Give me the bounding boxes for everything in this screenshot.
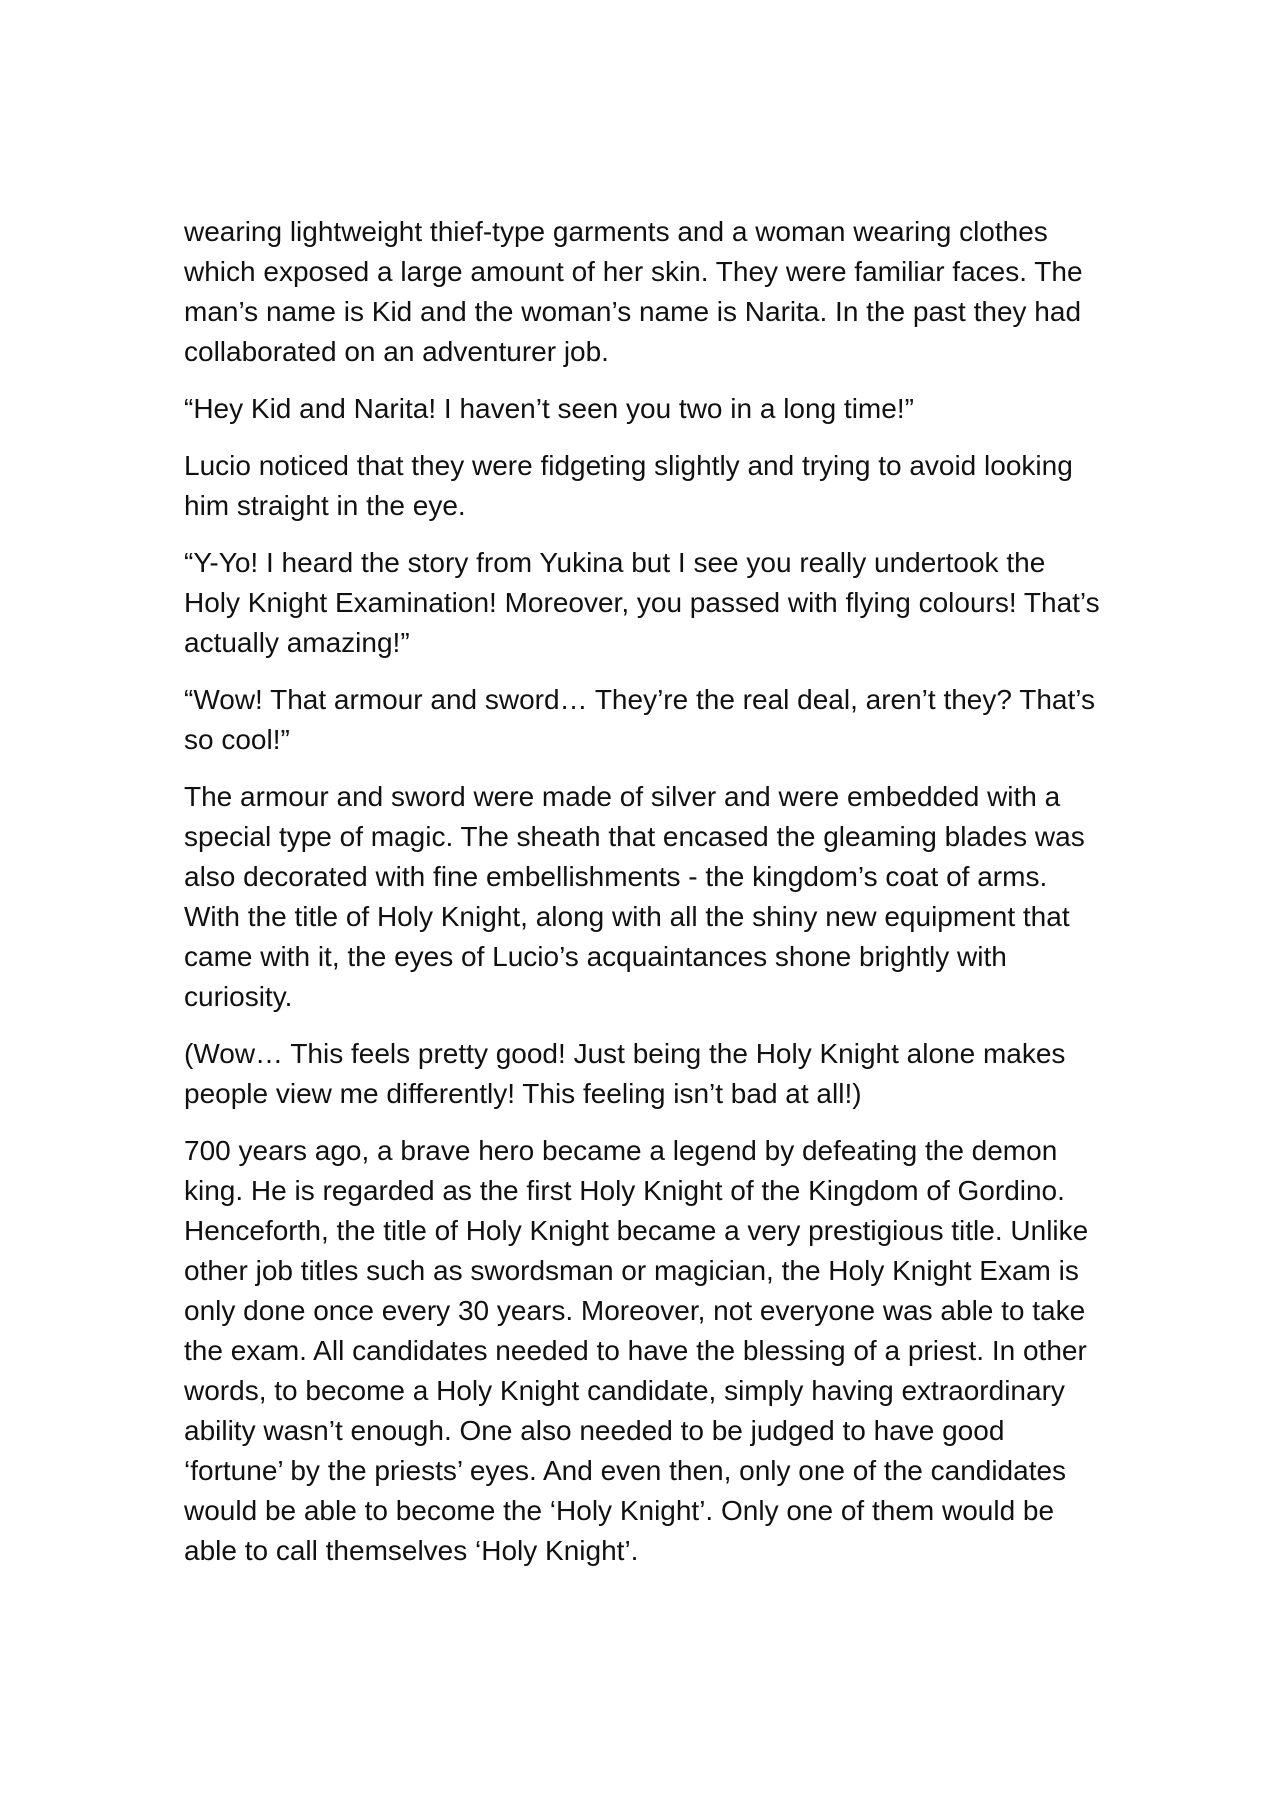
paragraph: (Wow… This feels pretty good! Just being the Holy Knight alone makes people view me differently! This feeling isn’t bad at all!)	[184, 1038, 1066, 1109]
paragraph: “Y-Yo! I heard the story from Yukina but I see you really undertook the Holy Knight Examination! Moreover, you passed with flying colours! That’s actually amazing!”	[184, 547, 1100, 658]
paragraph: 700 years ago, a brave hero became a legend by defeating the demon king. He is regarded as the first Holy Knight of the Kingdom of Gordino. Henceforth, the title of Holy Knight became a very prestigious title. Unlike other job titles such as swordsman or magician, the Holy Knight Exam is only done once every 30 years. Moreover, not everyone was able to take the exam. All candidates needed to have the blessing of a priest. In other words, to become a Holy Knight candidate, simply having extraordinary ability wasn’t enough. One also needed to be judged to have good ‘fortune’ by the priests’ eyes. And even then, only one of the candidates would be able to become the ‘Holy Knight’. Only one of them would be able to call themselves ‘Holy Knight’.	[184, 1135, 1089, 1566]
document-body	[184, 212, 1104, 1588]
paragraph: “Hey Kid and Narita! I haven’t seen you two in a long time!”	[184, 393, 914, 424]
paragraph: The armour and sword were made of silver and were embedded with a special type of magic. The sheath that encased the gleaming blades was also decorated with fine embellishments - the kingdom’s coat of arms. With the title of Holy Knight, along with all the shiny new equipment that came with it, the eyes of Lucio’s acquaintances shone brightly with curiosity.	[184, 781, 1085, 1012]
paragraph: wearing lightweight thief-type garments and a woman wearing clothes which exposed a large amount of her skin. They were familiar faces. The man’s name is Kid and the woman’s name is Narita. In the past they had collaborated on an adventurer job.	[184, 216, 1083, 367]
paragraph: “Wow! That armour and sword… They’re the real deal, aren’t they? That’s so cool!”	[184, 684, 1095, 755]
paragraph: Lucio noticed that they were fidgeting slightly and trying to avoid looking him straight in the eye.	[184, 450, 1073, 521]
